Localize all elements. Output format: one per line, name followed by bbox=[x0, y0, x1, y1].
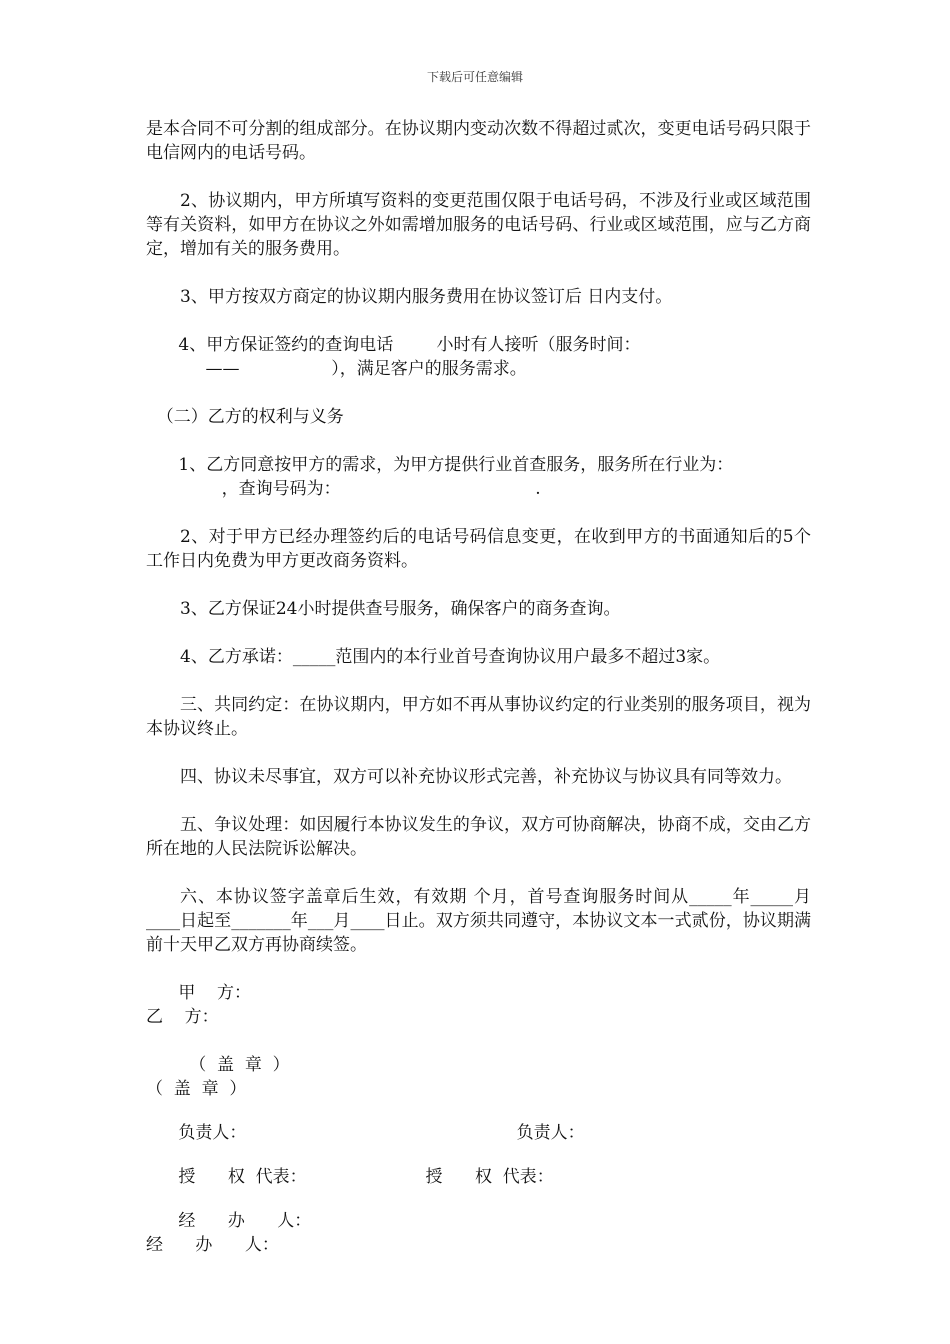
handler-b-label: 经 办 人： bbox=[146, 1235, 279, 1255]
party-b-label: 乙 方： bbox=[146, 1007, 219, 1027]
paragraph-a4-line2: —— ），满足客户的服务需求。 bbox=[146, 359, 527, 379]
paragraph-intro: 是本合同不可分割的组成部分。在协议期内变动次数不得超过贰次，变更电话号码只限于电信网内的电话号码。 bbox=[146, 119, 811, 163]
seal-a-label: （ 盖 章 ） bbox=[146, 1055, 290, 1075]
handler-a-label: 经 办 人： bbox=[146, 1211, 312, 1231]
principal-labels: 负责人： 负责人： bbox=[146, 1123, 585, 1143]
signature-authorized bbox=[146, 1165, 811, 1189]
paragraph-a4-line1: 4、甲方保证签约的查询电话 小时有人接听（服务时间： bbox=[146, 335, 641, 355]
section-title-party-b bbox=[146, 405, 811, 429]
document-body bbox=[146, 117, 811, 1281]
paragraph-b2: 2、对于甲方已经办理签约后的电话号码信息变更，在收到甲方的书面通知后的5个工作日内免费为甲方更改商务资料。 bbox=[146, 527, 811, 571]
paragraph-a3: 3、甲方按双方商定的协议期内服务费用在协议签订后 日内支付。 bbox=[180, 287, 673, 307]
signature-seals bbox=[146, 1053, 811, 1101]
paragraph-b1 bbox=[146, 453, 811, 501]
seal-b-label: （ 盖 章 ） bbox=[146, 1079, 247, 1099]
paragraph-c6: 六、本协议签字盖章后生效，有效期 个月，首号查询服务时间从_____年_____月____日起至_______年___月____日止。双方须共同遵守，本协议文本一式贰份，协议期满前十天甲乙双方再协商续签。 bbox=[146, 887, 811, 955]
paragraph-a4 bbox=[146, 333, 811, 381]
paragraph-c3: 三、共同约定：在协议期内，甲方如不再从事协议约定的行业类别的服务项目，视为本协议终止。 bbox=[146, 695, 811, 739]
section-b-title: （二）乙方的权利与义务 bbox=[146, 407, 344, 427]
page-header-note: 下载后可任意编辑 bbox=[426, 70, 523, 84]
paragraph-b4: 4、乙方承诺：_____范围内的本行业首号查询协议用户最多不超过3家。 bbox=[180, 647, 721, 667]
paragraph-c4: 四、协议未尽事宜，双方可以补充协议形式完善，补充协议与协议具有同等效力。 bbox=[180, 767, 792, 787]
signature-handlers bbox=[146, 1209, 811, 1257]
paragraph-b1-line2: ，查询号码为： . bbox=[146, 479, 541, 499]
paragraph-b3: 3、乙方保证24小时提供查号服务，确保客户的商务查询。 bbox=[180, 599, 621, 619]
signature-parties bbox=[146, 981, 811, 1029]
party-a-label: 甲 方： bbox=[146, 983, 252, 1003]
paragraph-b1-line1: 1、乙方同意按甲方的需求，为甲方提供行业首查服务，服务所在行业为： bbox=[146, 455, 734, 475]
paragraph-a2: 2、协议期内，甲方所填写资料的变更范围仅限于电话号码，不涉及行业或区域范围等有关资料，如甲方在协议之外如需增加服务的电话号码、行业或区域范围，应与乙方商定，增加有关的服务费用。 bbox=[146, 191, 811, 259]
paragraph-c5: 五、争议处理：如因履行本协议发生的争议，双方可协商解决，协商不成，交由乙方所在地的人民法院诉讼解决。 bbox=[146, 815, 811, 859]
authorized-rep-labels: 授 权 代表： 授 权 代表： bbox=[146, 1167, 554, 1187]
signature-principals bbox=[146, 1121, 811, 1145]
